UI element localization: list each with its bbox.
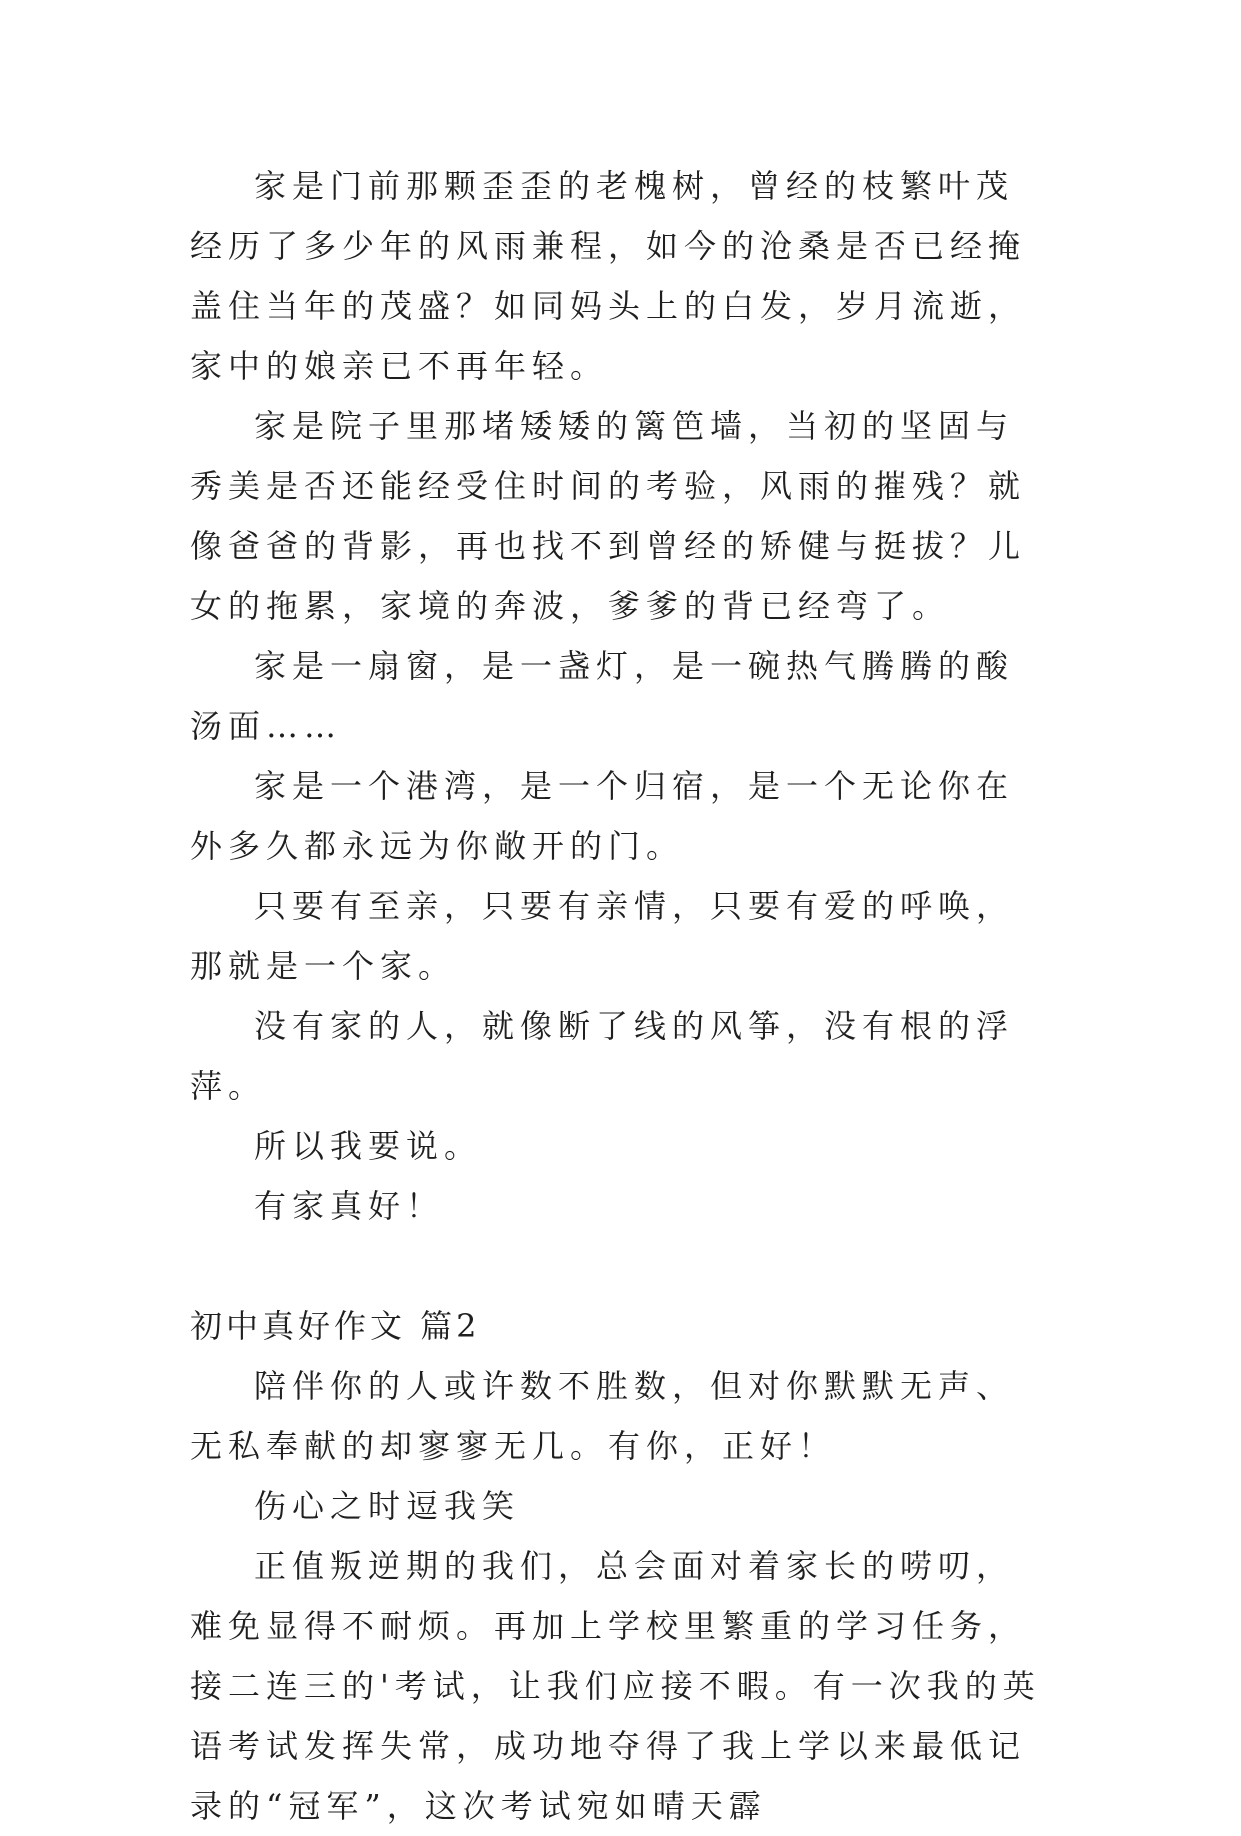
section-heading: 初中真好作文 篇2 <box>190 1307 481 1345</box>
paragraph: 家是一个港湾，是一个归宿，是一个无论你在外多久都永远为你敞开的门。 <box>190 767 1015 865</box>
paragraph: 家是门前那颗歪歪的老槐树，曾经的枝繁叶茂经历了多少年的风雨兼程，如今的沧桑是否已经掩盖住当年的茂盛？如同妈头上的白发，岁月流逝，家中的娘亲已不再年轻。 <box>190 167 1027 385</box>
paragraph: 家是一扇窗，是一盏灯，是一碗热气腾腾的酸汤面…… <box>190 647 1015 745</box>
paragraph: 正值叛逆期的我们，总会面对着家长的唠叨，难免显得不耐烦。再加上学校里繁重的学习任务，接二连三的'考试，让我们应接不暇。有一次我的英语考试发挥失常，成功地夺得了我上学以来最低记录的“冠军”，这次考试宛如晴天霹 <box>190 1547 1041 1825</box>
paragraph: 没有家的人，就像断了线的风筝，没有根的浮萍。 <box>190 1007 1015 1105</box>
paragraph: 陪伴你的人或许数不胜数，但对你默默无声、无私奉献的却寥寥无几。有你，正好！ <box>190 1367 1015 1465</box>
paragraph: 家是院子里那堵矮矮的篱笆墙，当初的坚固与秀美是否还能经受住时间的考验，风雨的摧残？就像爸爸的背影，再也找不到曾经的矫健与挺拔？儿女的拖累，家境的奔波，爹爹的背已经弯了。 <box>190 407 1027 625</box>
paragraph: 只要有至亲，只要有亲情，只要有爱的呼唤，那就是一个家。 <box>190 887 1015 985</box>
subheading: 伤心之时逗我笑 <box>254 1487 521 1525</box>
paragraph: 有家真好！ <box>254 1187 445 1225</box>
document-body <box>190 156 1050 1836</box>
paragraph: 所以我要说。 <box>254 1127 483 1165</box>
